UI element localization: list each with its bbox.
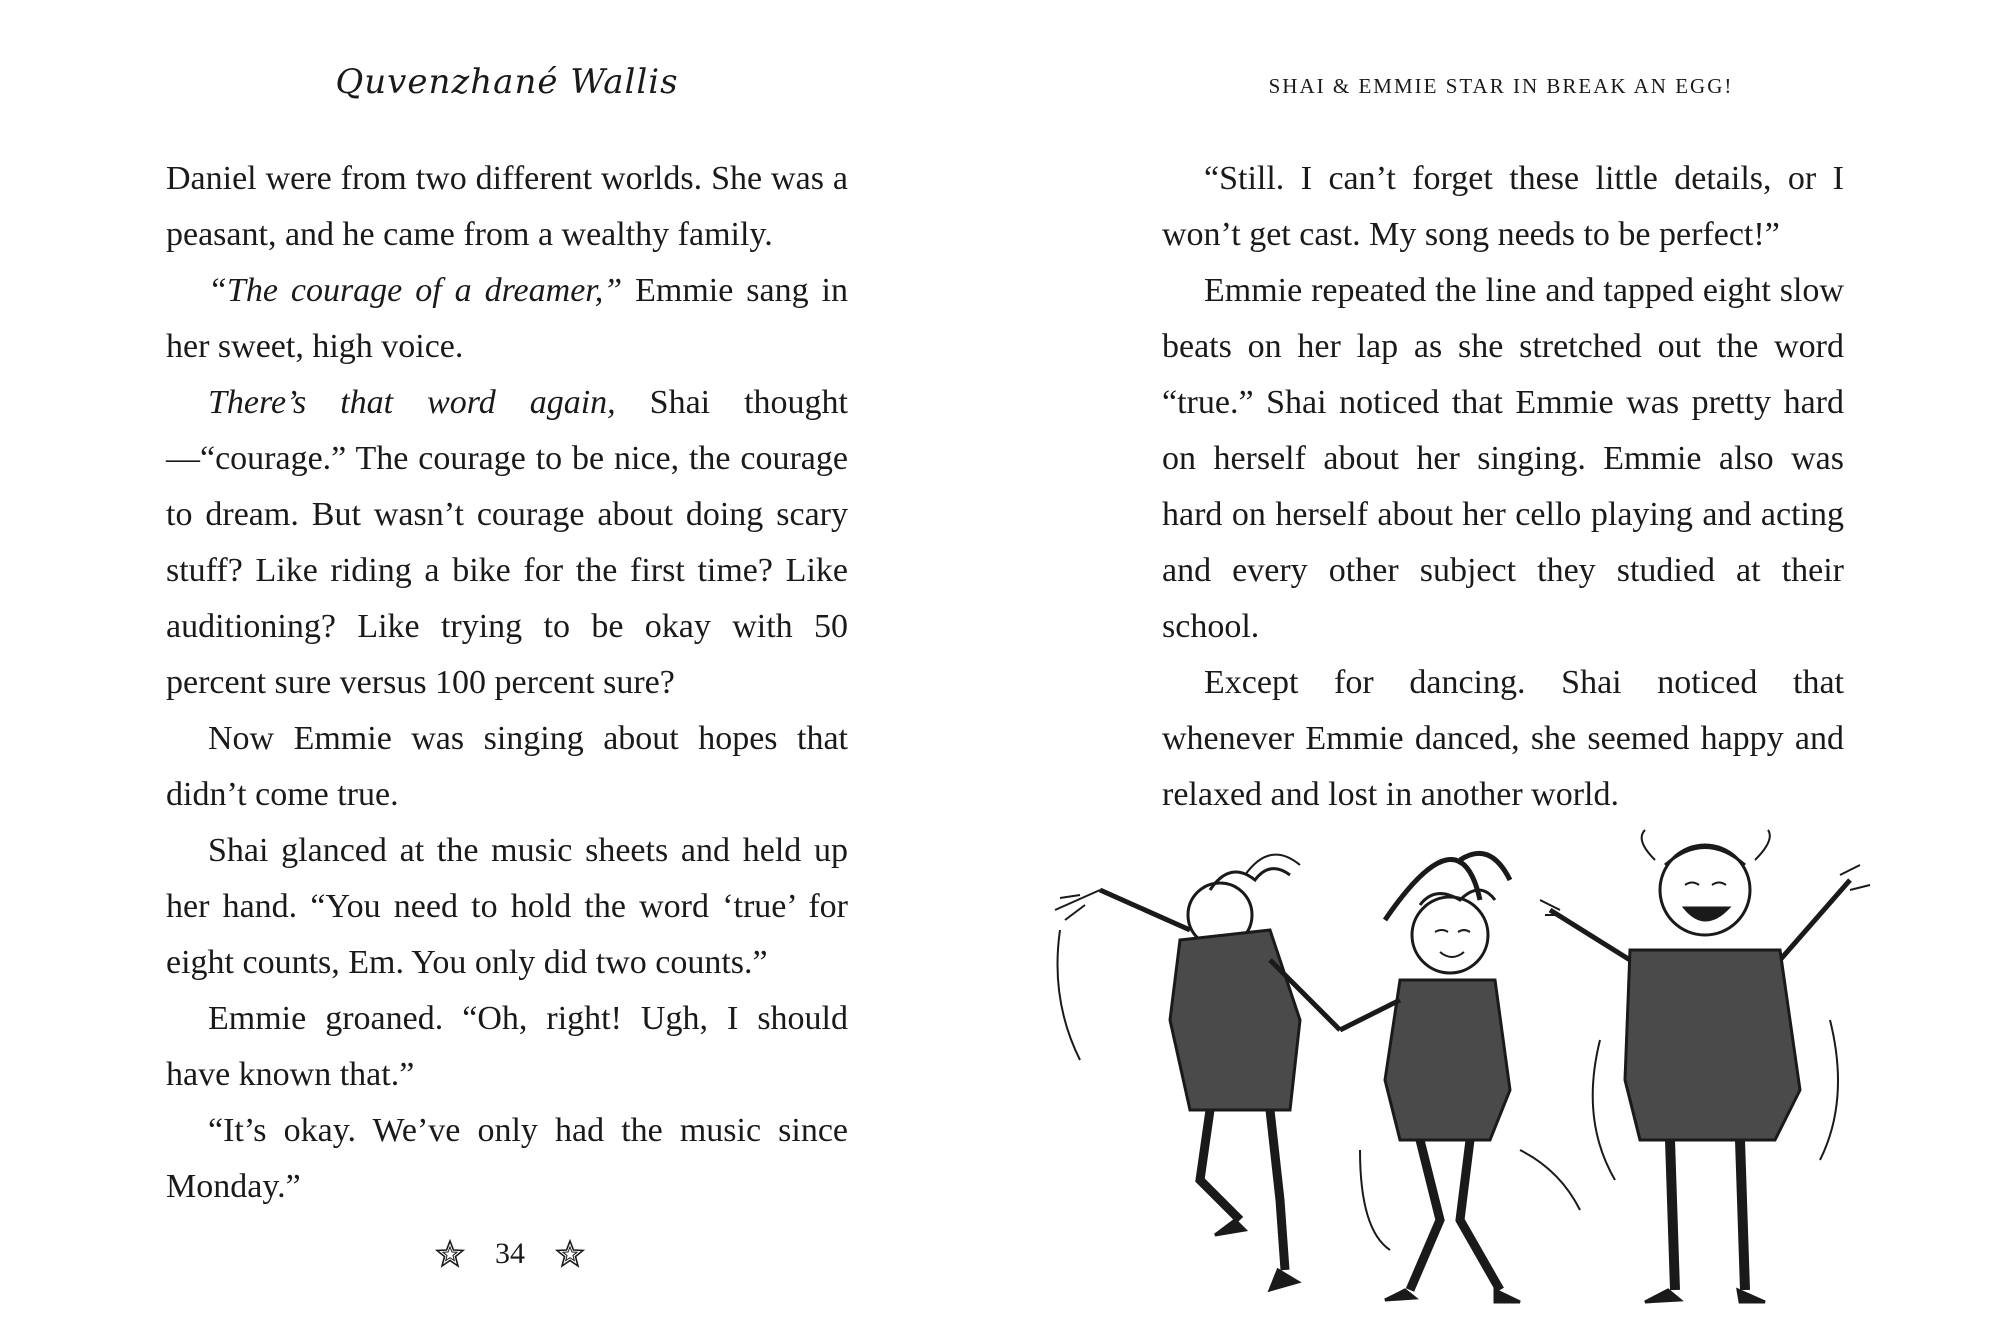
page-folio bbox=[430, 1232, 590, 1276]
running-head-author: Quvenzhané Wallis bbox=[335, 62, 679, 102]
dancer-left bbox=[1055, 855, 1340, 1290]
right-text-block bbox=[1162, 151, 1844, 823]
text-span: Emmie sang in her sweet, high voice. bbox=[166, 272, 848, 365]
paragraph: “Still. I can’t forget these little details, or I won’t get cast. My song needs to be perfect!” bbox=[1162, 160, 1844, 253]
dancing-girls-illustration bbox=[1040, 820, 2000, 1333]
paragraph: Daniel were from two different worlds. She was a peasant, and he came from a wealthy family. bbox=[166, 160, 848, 253]
dancer-middle bbox=[1340, 853, 1580, 1302]
paragraph bbox=[166, 375, 848, 711]
star-ornament-icon bbox=[555, 1239, 585, 1269]
paragraph: Except for dancing. Shai noticed that whenever Emmie danced, she seemed happy and relaxed and lost in another world. bbox=[1162, 664, 1844, 813]
italic-span: “The courage of a dreamer,” bbox=[208, 272, 623, 309]
star-ornament-icon bbox=[435, 1239, 465, 1269]
paragraph: “It’s okay. We’ve only had the music since Monday.” bbox=[166, 1112, 848, 1205]
paragraph: Emmie groaned. “Oh, right! Ugh, I should have known that.” bbox=[166, 1000, 848, 1093]
italic-span: There’s that word again, bbox=[208, 384, 616, 421]
text-span: Shai thought—“courage.” The courage to be nice, the courage to dream. But wasn’t courage about doing scary stuff? Like riding a bike for the first time? Like auditioning? Like trying to be okay with 50 percent sure versus 100 percent sure? bbox=[166, 384, 849, 701]
dancer-right bbox=[1540, 830, 1870, 1302]
left-text-block bbox=[166, 151, 848, 1215]
paragraph: Now Emmie was singing about hopes that didn’t come true. bbox=[166, 720, 848, 813]
right-page bbox=[1000, 0, 2000, 1333]
paragraph: Emmie repeated the line and tapped eight slow beats on her lap as she stretched out the word “true.” Shai noticed that Emmie was pretty hard on herself about her singing. Emmie also was hard on herself about her cello playing and acting and every other subject they studied at their school. bbox=[1162, 272, 1844, 645]
paragraph bbox=[166, 263, 848, 375]
paragraph: Shai glanced at the music sheets and held up her hand. “You need to hold the word ‘true’ for eight counts, Em. You only did two counts.” bbox=[166, 832, 848, 981]
running-head-title: SHAI & EMMIE STAR IN BREAK AN EGG! bbox=[1268, 74, 1734, 98]
page-number: 34 bbox=[495, 1237, 525, 1270]
